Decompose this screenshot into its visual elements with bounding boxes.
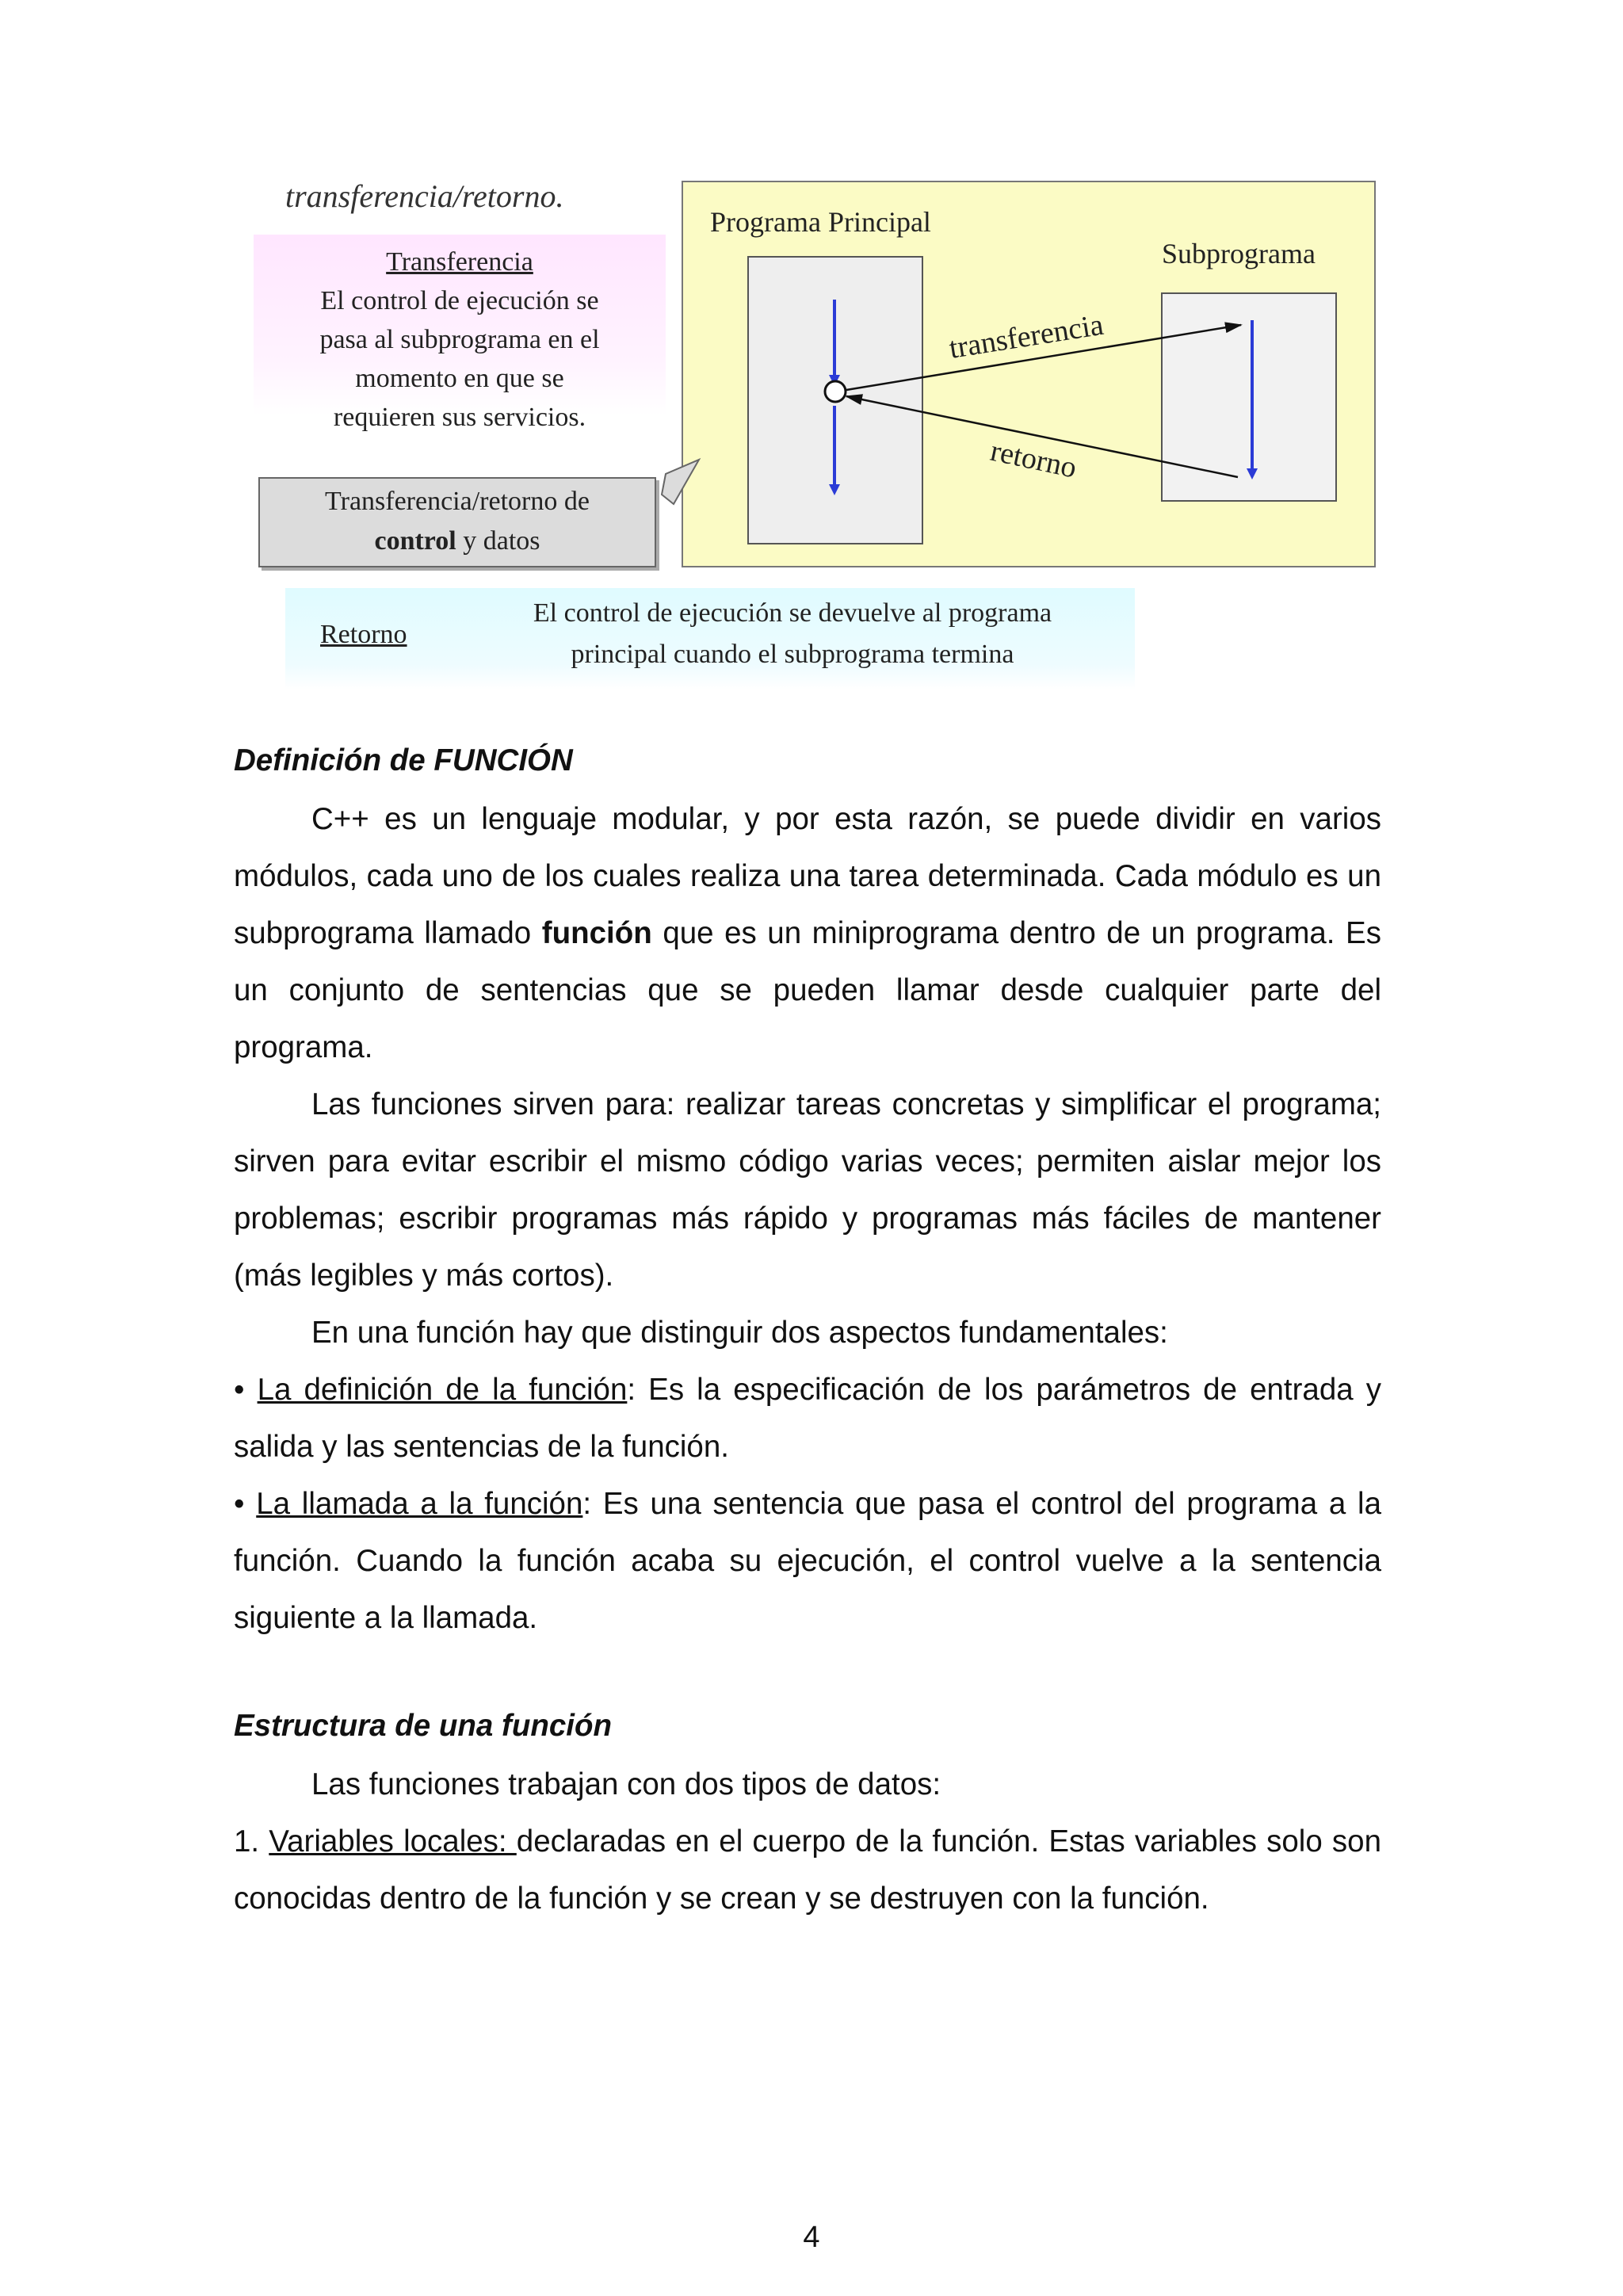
control-bold: control <box>374 526 456 556</box>
control-line2 <box>260 521 655 561</box>
figure-caption: transferencia/retorno. <box>285 178 564 214</box>
transfer-line: requieren sus servicios. <box>333 403 586 432</box>
paragraph: Las funciones sirven para: realizar tareas concretas y simplificar el programa; sirven para evitar escribir el mismo código varias veces; permiten aislar mejor los problemas; escribir programas más rápido y programas más fáciles de mantener (más legibles y más cortos). <box>234 1087 1381 1293</box>
section-heading-structure: Estructura de una función <box>234 1709 613 1743</box>
return-line: El control de ejecución se devuelve al programa <box>533 598 1052 628</box>
bullet-text: : Es una sentencia que pasa el control del programa a la función. Cuando la función acaba su ejecución, el control vuelve a la sentencia siguiente a la llamada. <box>234 1487 1381 1635</box>
control-data-note <box>258 477 656 567</box>
bullet-marker: • <box>234 1373 245 1407</box>
bullet-marker: • <box>234 1487 245 1521</box>
transfer-line: momento en que se <box>355 364 564 393</box>
paragraph: Las funciones trabajan con dos tipos de datos: <box>311 1767 941 1801</box>
bold-term: función <box>541 916 652 950</box>
return-line: principal cuando el subprograma termina <box>571 640 1014 669</box>
control-rest: y datos <box>456 526 540 556</box>
transfer-line: pasa al subprograma en el <box>319 325 600 354</box>
callout-pointer <box>662 460 699 504</box>
item-term: Variables locales: <box>269 1824 517 1859</box>
subprogram-label: Subprograma <box>1162 238 1316 269</box>
section-heading-definition: Definición de FUNCIÓN <box>234 743 573 777</box>
bullet-term: La llamada a la función <box>256 1487 583 1521</box>
function-call-diagram <box>262 173 1387 712</box>
subprogram-box <box>1162 293 1336 501</box>
transfer-arrow-label: transferencia <box>946 308 1106 365</box>
bullet-term: La definición de la función <box>257 1373 628 1407</box>
paragraph-text: C++ es un lenguaje modular, y por esta razón, se puede dividir en varios módulos, cada uno de los cuales realiza una tarea determinada. Cada módulo es un subprograma llamado <box>234 802 1381 950</box>
control-line1: Transferencia/retorno de <box>325 487 590 516</box>
main-program-label: Programa Principal <box>710 206 931 238</box>
paragraph <box>234 791 1381 1076</box>
bullet-item <box>234 1476 1381 1647</box>
transfer-title: Transferencia <box>386 247 533 277</box>
bullet-text: : Es la especificación de los parámetros de entrada y salida y las sentencias de la función. <box>234 1373 1381 1464</box>
item-number: 1. <box>234 1824 269 1859</box>
page-number: 4 <box>803 2221 820 2254</box>
call-point <box>825 381 846 402</box>
numbered-item <box>234 1813 1381 1927</box>
transfer-line: El control de ejecución se <box>320 286 599 315</box>
paragraph: En una función hay que distinguir dos aspectos fundamentales: <box>311 1316 1168 1350</box>
return-title: Retorno <box>320 620 407 649</box>
paragraph-text: que es un miniprograma dentro de un programa. Es un conjunto de sentencias que se pueden llamar desde cualquier parte del programa. <box>234 916 1381 1064</box>
section-body-structure <box>234 1756 1381 1927</box>
item-text: declaradas en el cuerpo de la función. Estas variables solo son conocidas dentro de la función y se crean y se destruyen con la función. <box>234 1824 1381 1916</box>
section-body-definition <box>234 791 1381 1647</box>
bullet-item <box>234 1362 1381 1476</box>
return-text <box>460 593 1125 675</box>
return-arrow-label: retorno <box>987 434 1080 485</box>
return-note <box>285 588 1135 690</box>
